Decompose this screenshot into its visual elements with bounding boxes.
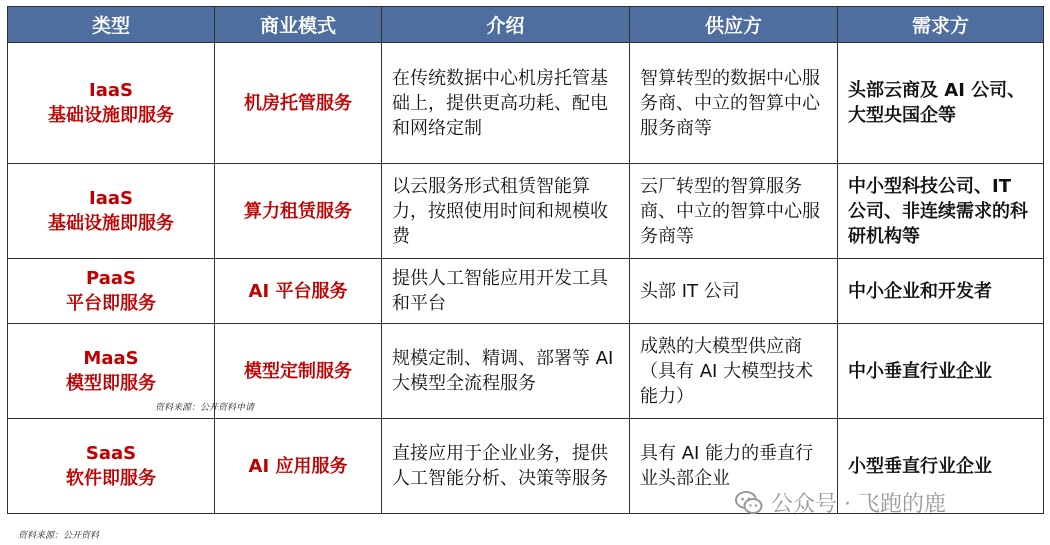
type-name: 软件即服务 [66, 468, 156, 489]
header-type: 类型 [8, 7, 215, 43]
demand-cell: 头部云商及 AI 公司、大型央国企等 [838, 43, 1044, 164]
business-model-table [7, 6, 1044, 514]
model-cell: AI 应用服务 [215, 419, 382, 514]
supply-cell: 智算转型的数据中心服务商、中立的智算中心服务商等 [630, 43, 838, 164]
supply-cell: 具有 AI 能力的垂直行业头部企业 [630, 419, 838, 514]
type-code: IaaS [89, 80, 133, 101]
header-intro: 介绍 [382, 7, 630, 43]
type-code: MaaS [83, 348, 139, 369]
header-demand: 需求方 [838, 7, 1044, 43]
type-name: 模型即服务 [66, 373, 156, 394]
watermark [735, 487, 946, 518]
demand-cell: 中小企业和开发者 [838, 259, 1044, 324]
supply-cell: 头部 IT 公司 [630, 259, 838, 324]
intro-cell: 规模定制、精调、部署等 AI 大模型全流程服务 [382, 324, 630, 419]
type-code: IaaS [89, 188, 133, 209]
type-name: 基础设施即服务 [48, 213, 174, 234]
type-code: PaaS [86, 268, 136, 289]
intro-cell: 在传统数据中心机房托管基础上，提供更高功耗、配电和网络定制 [382, 43, 630, 164]
table-header-row [8, 7, 1044, 43]
table-row [8, 43, 1044, 164]
type-cell [8, 164, 215, 259]
table-row [8, 164, 1044, 259]
model-cell: 机房托管服务 [215, 43, 382, 164]
demand-cell: 中小型科技公司、IT 公司、非连续需求的科研机构等 [838, 164, 1044, 259]
type-code: SaaS [85, 443, 137, 464]
demand-cell: 中小垂直行业企业 [838, 324, 1044, 419]
type-cell [8, 43, 215, 164]
type-cell [8, 259, 215, 324]
intro-cell: 直接应用于企业业务，提供人工智能分析、决策等服务 [382, 419, 630, 514]
header-supply: 供应方 [630, 7, 838, 43]
source-note: 资料来源：公开资料 [18, 531, 100, 541]
model-cell: 算力租赁服务 [215, 164, 382, 259]
type-name: 平台即服务 [66, 293, 156, 314]
watermark-text: 公众号 · 飞跑的鹿 [771, 492, 946, 517]
demand-cell: 小型垂直行业企业 [838, 419, 1044, 514]
intro-cell: 以云服务形式租赁智能算力，按照使用时间和规模收费 [382, 164, 630, 259]
wechat-icon [735, 490, 763, 516]
model-cell: AI 平台服务 [215, 259, 382, 324]
supply-cell: 云厂转型的智算服务商、中立的智算中心服务商等 [630, 164, 838, 259]
table-row [8, 259, 1044, 324]
source-note-mid: 资料来源：公开资料申请 [155, 403, 255, 413]
type-cell [8, 419, 215, 514]
model-cell: 模型定制服务 [215, 324, 382, 419]
supply-cell: 成熟的大模型供应商（具有 AI 大模型技术能力） [630, 324, 838, 419]
header-model: 商业模式 [215, 7, 382, 43]
type-name: 基础设施即服务 [48, 105, 174, 126]
intro-cell: 提供人工智能应用开发工具和平台 [382, 259, 630, 324]
